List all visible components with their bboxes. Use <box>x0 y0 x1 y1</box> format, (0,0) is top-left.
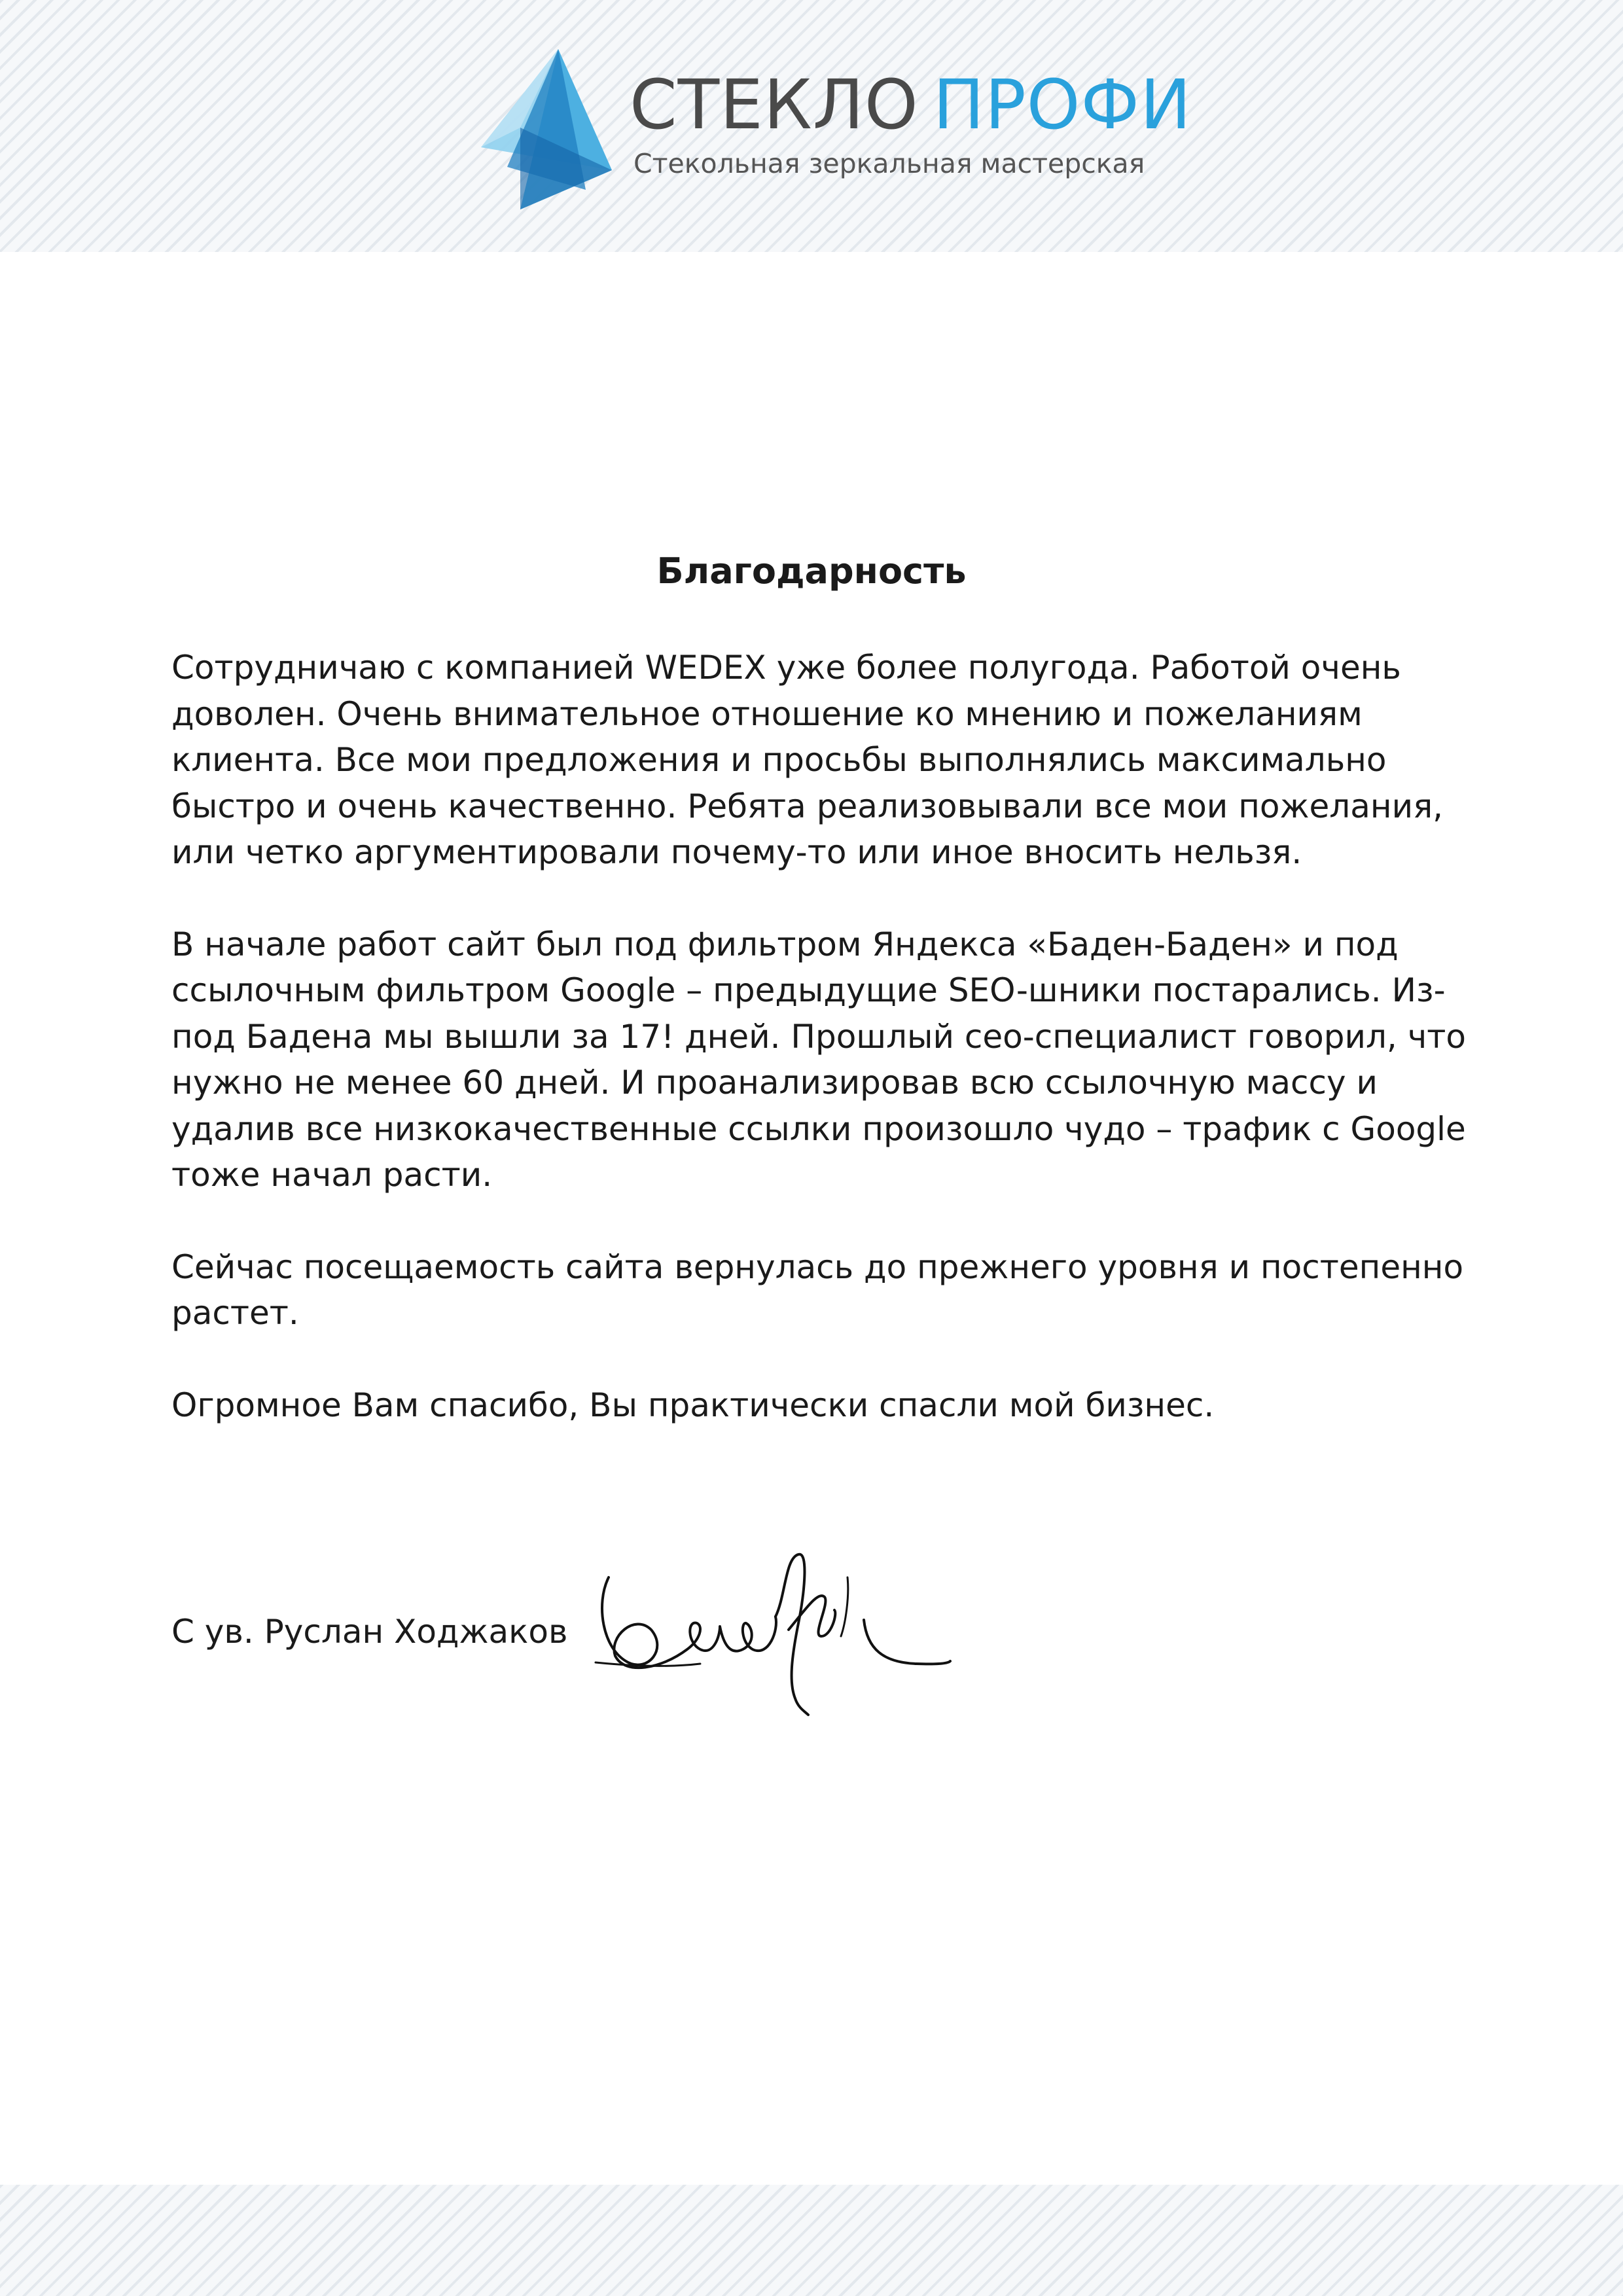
brand-name-part1: СТЕКЛО <box>630 65 919 145</box>
letter-paragraph-3: Сейчас посещаемость сайта вернулась до прежнего уровня и постепенно растет. <box>171 1247 1464 1332</box>
header-notch <box>746 252 864 314</box>
letter-paragraph-2: В начале работ сайт был под фильтром Яндекса «Баден-Баден» и под ссылочным фильтром Google – предыдущие SEO-шники постарались. Из-под Бадена мы вышли за 17! дней. Прошлый сео-специалист говорил, что нужно не менее 60 дней. И проанализировав всю ссылочную массу и удалив все низкокачественные ссылки произошло чудо – трафик с Google тоже начал расти. <box>171 925 1466 1194</box>
logo-triangle-icon <box>481 49 612 209</box>
brand-tagline: Стекольная зеркальная мастерская <box>633 148 1145 179</box>
signature-image <box>589 1551 955 1728</box>
letter-paragraph-4: Огромное Вам спасибо, Вы практически спасли мой бизнес. <box>171 1386 1215 1424</box>
signoff: С ув. Руслан Ходжаков <box>171 1613 568 1651</box>
letter-title: Благодарность <box>656 550 967 592</box>
brand-name-part2: ПРОФИ <box>933 65 1192 145</box>
brand-name <box>630 65 1192 144</box>
letter-body <box>171 645 1480 1474</box>
letter-paragraph-1: Сотрудничаю с компанией WEDEX уже более полугода. Работой очень доволен. Очень внимательное отношение ко мнению и пожеланиям клиента. Все мои предложения и просьбы выполнялись максимально быстро и очень качественно. Ребята реализовывали все мои пожелания, или четко аргументировали почему-то или иное вносить нельзя. <box>171 649 1444 871</box>
footer-band <box>0 2185 1623 2296</box>
